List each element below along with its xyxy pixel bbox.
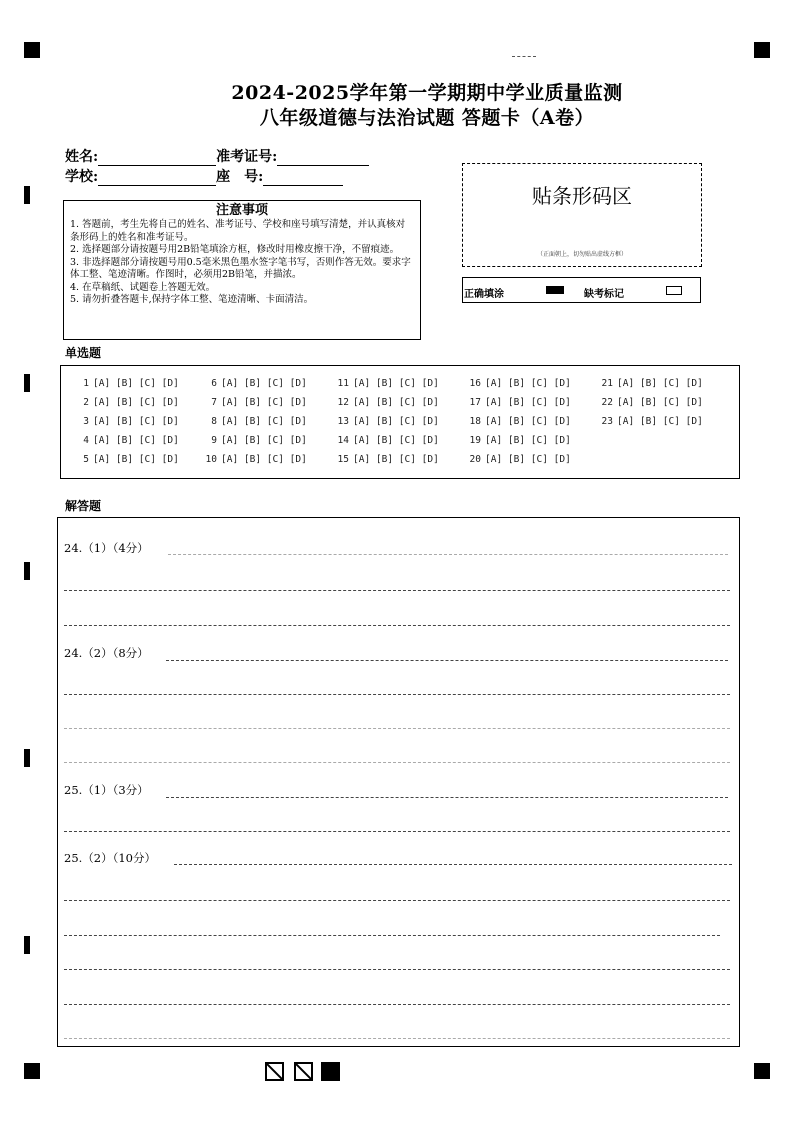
choice-number: 21 (601, 378, 613, 389)
choice-question-12[interactable] (335, 397, 439, 408)
question-label: 25.（1）（3分） (64, 783, 149, 797)
choice-number: 23 (601, 416, 613, 427)
choice-options[interactable]: [A] [B] [C] [D] (485, 454, 571, 465)
choice-number: 19 (469, 435, 481, 446)
choice-question-4[interactable] (75, 435, 179, 446)
answer-line[interactable] (64, 1004, 730, 1005)
notice-item: 1. 答题前，考生先将自己的姓名、准考证号、学校和座号填写清楚，并认真核对条形码上的姓名和准考证号。 (70, 219, 406, 243)
barcode-hint: （正面朝上，切勿贴出虚线方框） (536, 251, 627, 258)
seat-label: 座 号: (216, 169, 264, 185)
choice-question-15[interactable] (335, 454, 439, 465)
filled-box-icon (321, 1062, 340, 1081)
choice-options[interactable]: [A] [B] [C] [D] (617, 378, 703, 389)
info-row-1 (65, 146, 369, 166)
choice-number: 14 (337, 435, 349, 446)
barcode-area (462, 163, 702, 267)
exam-no-label: 准考证号: (216, 149, 278, 165)
timing-bar (24, 374, 30, 392)
corner-mark-bottom-left (24, 1063, 40, 1079)
notice-item: 5. 请勿折叠答题卡,保持字体工整、笔迹清晰、卡面清洁。 (70, 294, 314, 305)
question-label: 24.（2）（8分） (64, 646, 149, 660)
notice-item: 2. 选择题部分请按题号用2B铅笔填涂方框，修改时用橡皮擦干净，不留痕迹。 (70, 244, 400, 255)
timing-bar (24, 749, 30, 767)
choice-question-14[interactable] (335, 435, 439, 446)
school-label: 学校: (65, 169, 99, 185)
choice-question-19[interactable] (467, 435, 571, 446)
choice-number: 4 (83, 435, 89, 446)
choice-options[interactable]: [A] [B] [C] [D] (353, 378, 439, 389)
choice-number: 1 (83, 378, 89, 389)
choice-question-7[interactable] (203, 397, 307, 408)
filled-sample-icon (546, 286, 564, 294)
name-field[interactable] (98, 151, 216, 166)
barcode-label: 贴条形码区 (532, 184, 632, 208)
choice-question-11[interactable] (335, 378, 439, 389)
notice-item: 4. 在草稿纸、试题卷上答题无效。 (70, 281, 216, 293)
school-field[interactable] (98, 171, 216, 186)
choice-question-18[interactable] (467, 416, 571, 427)
question-label: 25.（2）（10分） (64, 851, 156, 865)
choice-question-20[interactable] (467, 454, 571, 465)
fill-legend (462, 277, 701, 303)
choice-number: 9 (211, 435, 217, 446)
choice-number: 22 (601, 397, 613, 408)
choice-number: 17 (469, 397, 481, 408)
answer-line[interactable] (168, 554, 728, 555)
choice-options[interactable]: [A] [B] [C] [D] (93, 397, 179, 408)
answer-line[interactable] (64, 1038, 730, 1039)
choice-number: 12 (337, 397, 349, 408)
choice-question-10[interactable] (203, 454, 307, 465)
choice-question-3[interactable] (75, 416, 179, 427)
choice-number: 7 (211, 397, 217, 408)
answer-line[interactable] (64, 831, 730, 832)
choice-options[interactable]: [A] [B] [C] [D] (221, 416, 307, 427)
absent-checkbox[interactable] (666, 286, 682, 295)
choice-question-6[interactable] (203, 378, 307, 389)
choice-options[interactable]: [A] [B] [C] [D] (617, 416, 703, 427)
answer-line[interactable] (64, 935, 720, 936)
scan-mark (512, 56, 536, 60)
choice-question-5[interactable] (75, 454, 179, 465)
question-label: 24.（1）（4分） (64, 541, 149, 555)
notice-title: 注意事项 (215, 203, 268, 218)
answer-line[interactable] (174, 864, 732, 865)
notice-box (63, 200, 421, 340)
choice-options[interactable]: [A] [B] [C] [D] (93, 378, 179, 389)
corner-mark-top-right (754, 42, 770, 58)
exam-no-field[interactable] (277, 151, 369, 166)
name-label: 姓名: (65, 149, 99, 165)
choice-options[interactable]: [A] [B] [C] [D] (353, 454, 439, 465)
corner-mark-bottom-right (754, 1063, 770, 1079)
answer-section-heading: 解答题 (65, 499, 102, 513)
choice-question-8[interactable] (203, 416, 307, 427)
corner-mark-top-left (24, 42, 40, 58)
choice-options[interactable]: [A] [B] [C] [D] (353, 397, 439, 408)
choice-options[interactable]: [A] [B] [C] [D] (93, 435, 179, 446)
choice-number: 6 (211, 378, 217, 389)
choice-question-2[interactable] (75, 397, 179, 408)
answer-box (57, 517, 740, 1047)
choice-number: 2 (83, 397, 89, 408)
answer-line[interactable] (64, 728, 730, 729)
slashed-box-icon (265, 1062, 284, 1081)
choice-question-22[interactable] (599, 397, 703, 408)
timing-bar (24, 936, 30, 954)
choice-number: 5 (83, 454, 89, 465)
choice-number: 15 (337, 454, 349, 465)
choice-question-16[interactable] (467, 378, 571, 389)
timing-bar (24, 562, 30, 580)
choice-number: 10 (205, 454, 217, 465)
choice-question-21[interactable] (599, 378, 703, 389)
answer-line[interactable] (166, 660, 728, 661)
choice-question-1[interactable] (75, 378, 179, 389)
choice-number: 16 (469, 378, 481, 389)
choice-options[interactable]: [A] [B] [C] [D] (221, 435, 307, 446)
choice-options[interactable]: [A] [B] [C] [D] (353, 435, 439, 446)
answer-line[interactable] (166, 797, 728, 798)
choice-number: 8 (211, 416, 217, 427)
choice-options[interactable]: [A] [B] [C] [D] (353, 416, 439, 427)
seat-field[interactable] (263, 171, 343, 186)
slashed-box-icon (294, 1062, 313, 1081)
choice-number: 20 (469, 454, 481, 465)
choice-options[interactable]: [A] [B] [C] [D] (617, 397, 703, 408)
choice-number: 18 (469, 416, 481, 427)
choice-options[interactable]: [A] [B] [C] [D] (485, 435, 571, 446)
answer-line[interactable] (64, 590, 730, 591)
choice-options[interactable]: [A] [B] [C] [D] (93, 454, 179, 465)
timing-bar (24, 186, 30, 204)
correct-fill-label: 正确填涂 (464, 289, 504, 300)
choice-question-17[interactable] (467, 397, 571, 408)
choice-question-13[interactable] (335, 416, 439, 427)
single-choice-heading: 单选题 (65, 346, 102, 360)
single-choice-grid (60, 365, 740, 479)
answer-line[interactable] (64, 900, 730, 901)
choice-options[interactable]: [A] [B] [C] [D] (93, 416, 179, 427)
choice-options[interactable]: [A] [B] [C] [D] (485, 416, 571, 427)
notice-item: 3. 非选择题部分请按题号用0.5毫米黑色墨水签字笔书写，否则作答无效。要求字体工整、笔迹清晰。作图时，必须用2B铅笔，并描浓。 (70, 256, 411, 280)
absent-mark-label: 缺考标记 (584, 289, 624, 300)
choice-question-23[interactable] (599, 416, 703, 427)
info-row-2 (65, 166, 343, 186)
page-subtitle: 八年级道德与法治试题 答题卡（A卷） (259, 107, 595, 129)
choice-options[interactable]: [A] [B] [C] [D] (221, 397, 307, 408)
answer-line[interactable] (64, 969, 730, 970)
page-title: 2024-2025学年第一学期期中学业质量监测 (231, 82, 623, 104)
answer-line[interactable] (64, 694, 730, 695)
choice-options[interactable]: [A] [B] [C] [D] (221, 454, 307, 465)
choice-options[interactable]: [A] [B] [C] [D] (485, 397, 571, 408)
choice-number: 3 (83, 416, 89, 427)
choice-number: 11 (337, 378, 349, 389)
answer-line[interactable] (64, 762, 730, 763)
choice-options[interactable]: [A] [B] [C] [D] (221, 378, 307, 389)
choice-number: 13 (337, 416, 349, 427)
choice-question-9[interactable] (203, 435, 307, 446)
choice-options[interactable]: [A] [B] [C] [D] (485, 378, 571, 389)
answer-line[interactable] (64, 625, 730, 626)
